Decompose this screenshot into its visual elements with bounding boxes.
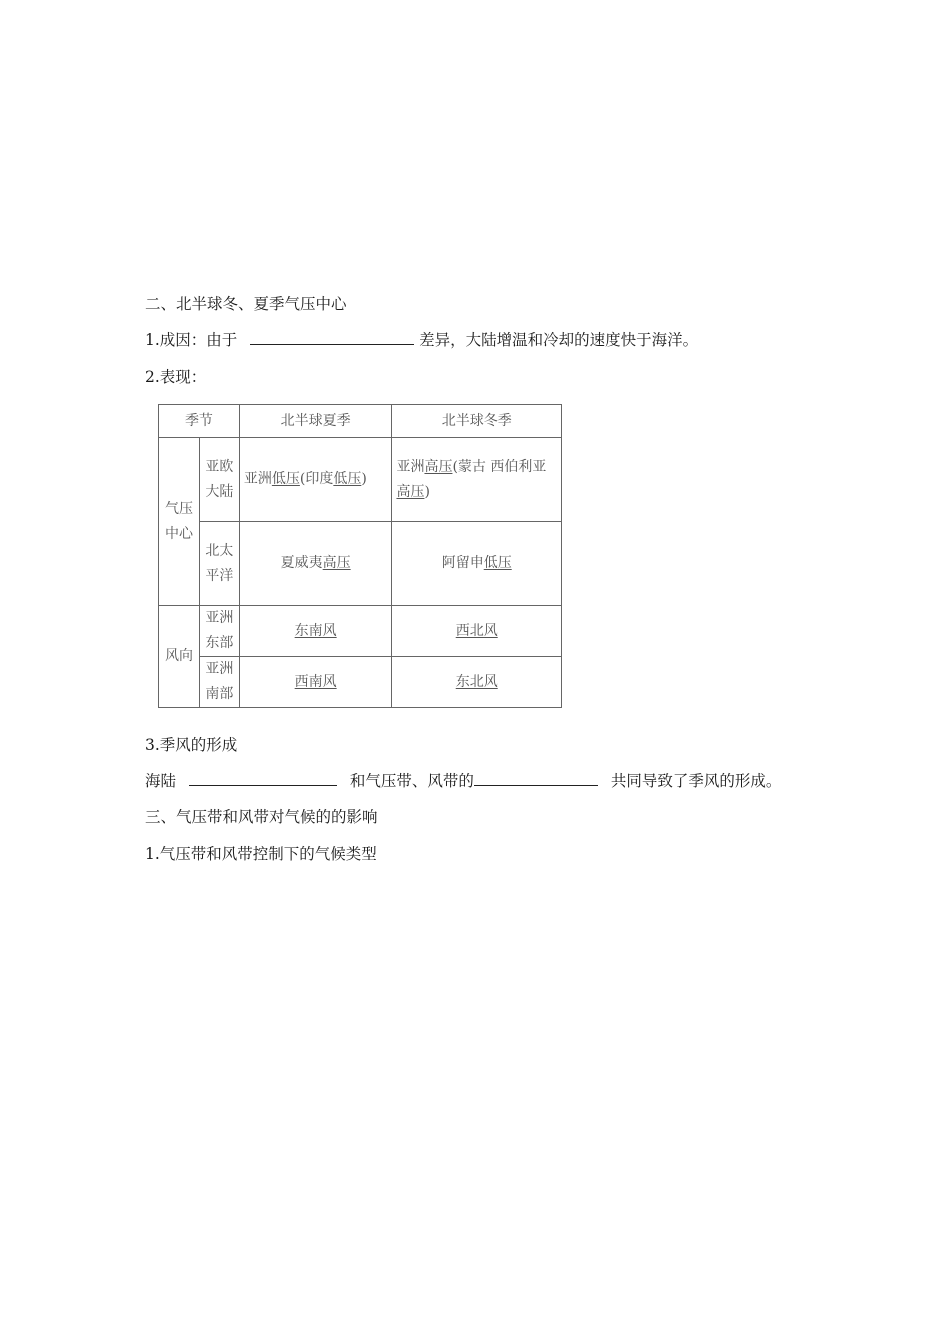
table-row — [159, 657, 562, 708]
pressure-center-table — [158, 404, 562, 708]
monsoon-blank-2[interactable] — [474, 771, 598, 786]
section-heading-2: 二、北半球冬、夏季气压中心 — [145, 295, 347, 313]
winter-cell — [392, 606, 562, 657]
region-cell: 亚欧大陆 — [199, 438, 239, 522]
summer-text: 亚洲 — [243, 471, 272, 487]
summer-cell — [239, 606, 392, 657]
table-row — [159, 438, 562, 522]
table-header-row — [159, 405, 562, 438]
climate-types-label: 1.气压带和风带控制下的气候类型 — [145, 845, 377, 863]
cause-line — [145, 328, 698, 350]
summer-text: 夏威夷 — [280, 555, 323, 571]
winter-answer: 低压 — [483, 555, 512, 571]
winter-answer: 东北风 — [455, 673, 498, 690]
header-season: 季节 — [159, 405, 240, 438]
monsoon-mid: 和气压带、风带的 — [349, 772, 474, 790]
region-cell: 亚洲东部 — [199, 606, 239, 657]
monsoon-suffix: 共同导致了季风的形成。 — [610, 772, 782, 790]
winter-answer: 西北风 — [455, 622, 498, 639]
section-heading-3: 三、气压带和风带对气候的的影响 — [145, 808, 378, 826]
header-summer: 北半球夏季 — [239, 405, 392, 438]
table-row — [159, 522, 562, 606]
pressure-center-group: 气压中心 — [159, 438, 200, 606]
wind-direction-group: 风向 — [159, 606, 200, 708]
monsoon-prefix: 海陆 — [145, 772, 177, 790]
winter-text: 阿留申 — [441, 555, 484, 571]
summer-answer: 低压 — [333, 471, 362, 487]
region-cell: 北太平洋 — [199, 522, 239, 606]
monsoon-formation-heading: 3.季风的形成 — [145, 736, 238, 754]
summer-answer: 东南风 — [294, 622, 337, 639]
monsoon-blank-1[interactable] — [189, 771, 337, 786]
summer-answer: 高压 — [322, 555, 351, 571]
winter-answer: 高压 — [396, 483, 425, 500]
summer-cell — [239, 522, 392, 606]
summer-text: ) — [361, 471, 367, 487]
cause-suffix: 差异，大陆增温和冷却的速度快于海洋。 — [419, 331, 699, 349]
region-cell: 亚洲南部 — [199, 657, 239, 708]
winter-text: ) — [424, 483, 430, 500]
winter-text: (蒙古 西伯利亚 — [452, 458, 547, 475]
summer-answer: 西南风 — [294, 673, 337, 690]
summer-text: (印度 — [299, 471, 334, 487]
cause-blank[interactable] — [250, 330, 414, 345]
header-winter: 北半球冬季 — [392, 405, 562, 438]
summer-answer: 低压 — [271, 471, 300, 487]
table-row — [159, 606, 562, 657]
summer-cell — [239, 438, 392, 522]
winter-answer: 高压 — [424, 458, 453, 475]
performance-label: 2.表现： — [145, 368, 207, 386]
winter-cell — [392, 438, 562, 522]
winter-text: 亚洲 — [396, 458, 425, 475]
winter-cell — [392, 522, 562, 606]
monsoon-formation-line — [145, 769, 781, 791]
winter-cell — [392, 657, 562, 708]
summer-cell — [239, 657, 392, 708]
cause-prefix: 1.成因：由于 — [145, 331, 238, 349]
